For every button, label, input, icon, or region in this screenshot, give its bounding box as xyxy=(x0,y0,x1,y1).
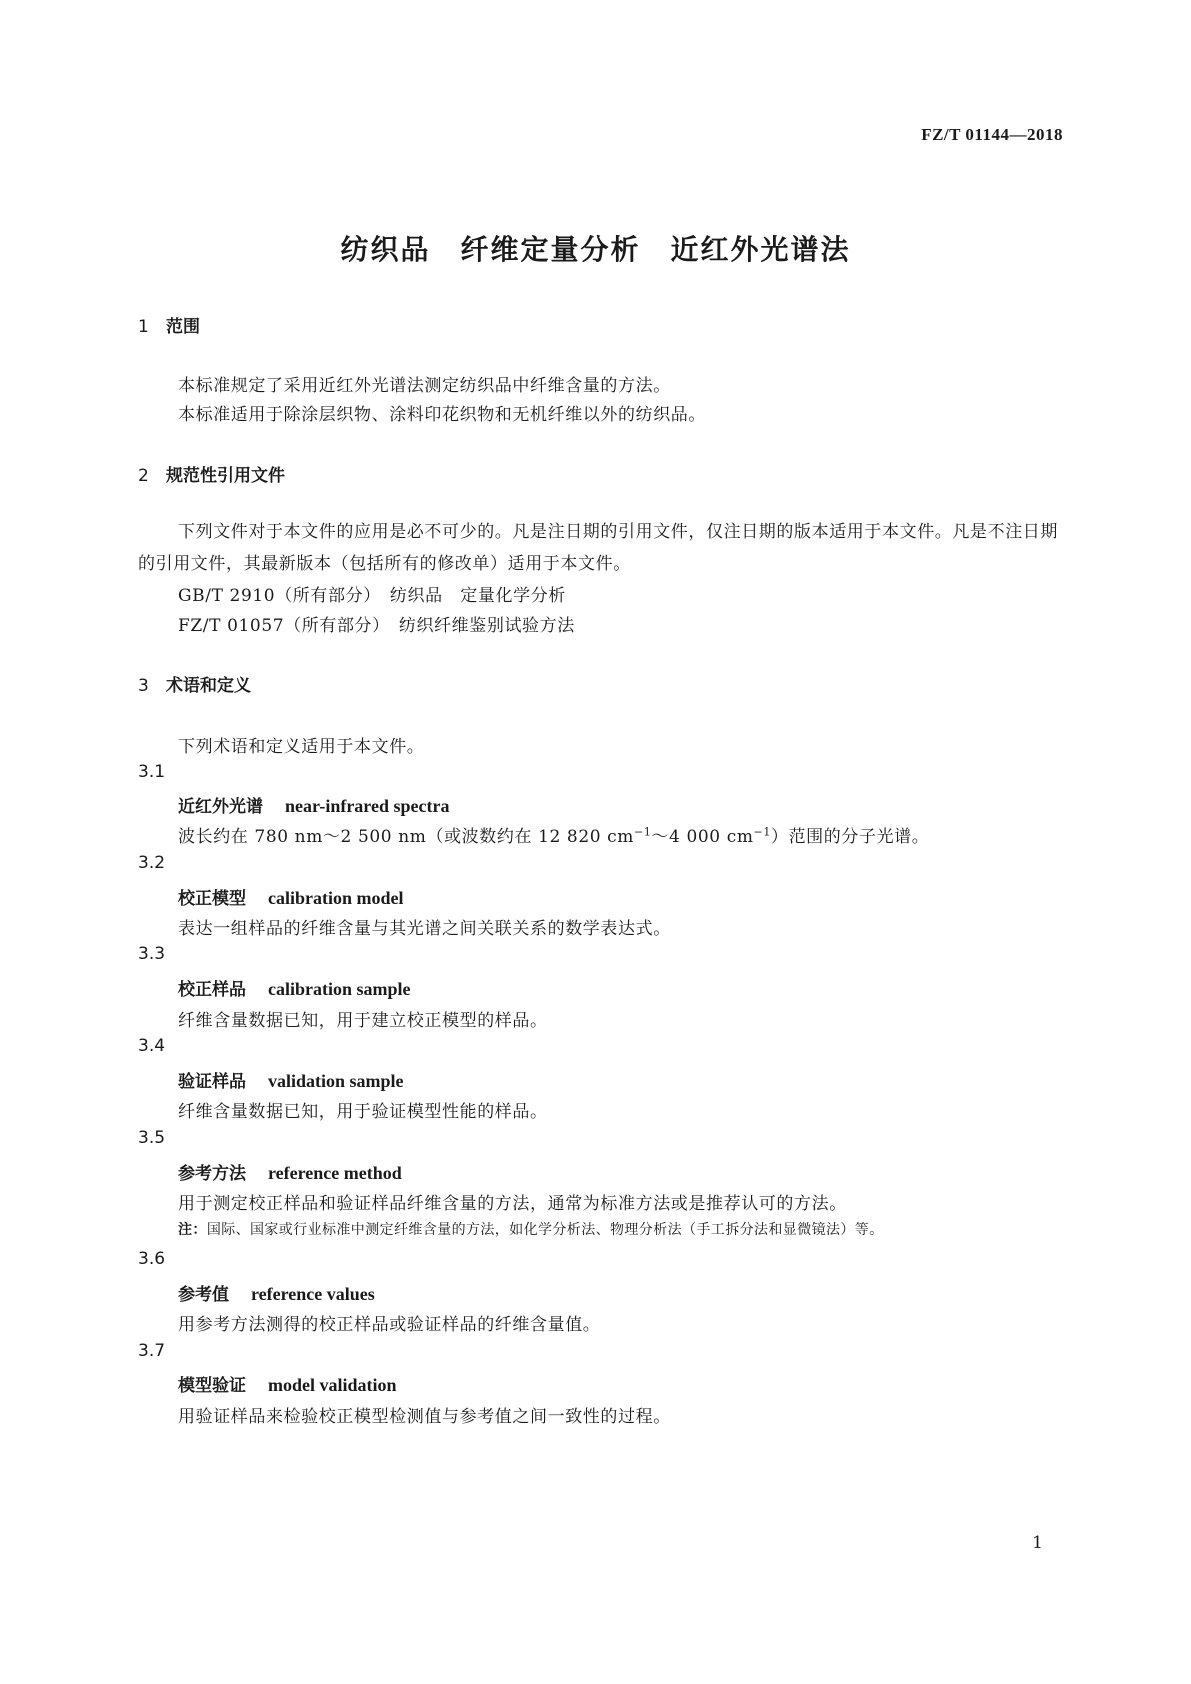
section-title: 范围 xyxy=(166,317,200,337)
paragraph: 下列术语和定义适用于本文件。 xyxy=(178,737,425,757)
definition-text: 波长约在 780 nm～2 500 nm（或波数约在 12 820 cm xyxy=(178,827,634,847)
term-chinese: 校正样品 xyxy=(178,980,246,1000)
term-definition: 用参考方法测得的校正样品或验证样品的纤维含量值。 xyxy=(178,1315,601,1335)
term-number: 3.5 xyxy=(138,1128,166,1148)
note-label: 注： xyxy=(178,1222,207,1238)
definition-text: ）范围的分子光谱。 xyxy=(770,827,930,847)
reference-item: GB/T 2910（所有部分） 纺织品 定量化学分析 xyxy=(178,586,566,606)
term-chinese: 校正模型 xyxy=(178,889,246,909)
section-number: 3 xyxy=(138,676,149,696)
term-number: 3.6 xyxy=(138,1249,166,1269)
section-number: 2 xyxy=(138,466,149,486)
term-definition: 纤维含量数据已知，用于验证模型性能的样品。 xyxy=(178,1102,548,1122)
paragraph: 本标准规定了采用近红外光谱法测定纺织品中纤维含量的方法。 xyxy=(178,376,671,396)
reference-item: FZ/T 01057（所有部分） 纺织纤维鉴别试验方法 xyxy=(178,616,575,636)
document-code: FZ/T 01144—2018 xyxy=(921,125,1063,144)
term-note xyxy=(178,1219,884,1239)
term-chinese: 验证样品 xyxy=(178,1072,246,1092)
section-2-heading xyxy=(138,461,285,486)
superscript: −1 xyxy=(753,825,771,839)
term-heading xyxy=(178,1371,397,1396)
term-number: 3.2 xyxy=(138,853,166,873)
term-definition: 用于测定校正样品和验证样品纤维含量的方法，通常为标准方法或是推荐认可的方法。 xyxy=(178,1194,847,1214)
term-english: calibration sample xyxy=(268,979,411,999)
section-title: 术语和定义 xyxy=(166,676,251,696)
paragraph: 下列文件对于本文件的应用是必不可少的。凡是注日期的引用文件，仅注日期的版本适用于本文件。凡是不注日期的引用文件，其最新版本（包括所有的修改单）适用于本文件。 xyxy=(138,522,1058,574)
term-definition: 用验证样品来检验校正模型检测值与参考值之间一致性的过程。 xyxy=(178,1407,671,1427)
term-english: calibration model xyxy=(268,888,404,908)
superscript: −1 xyxy=(634,825,652,839)
term-english: near-infrared spectra xyxy=(285,796,450,816)
term-heading xyxy=(178,975,411,1000)
term-chinese: 参考方法 xyxy=(178,1164,246,1184)
term-number: 3.3 xyxy=(138,944,166,964)
term-number: 3.1 xyxy=(138,762,166,782)
document-title: 纺织品 纤维定量分析 近红外光谱法 xyxy=(340,233,851,266)
section-3-heading xyxy=(138,671,251,696)
section-number: 1 xyxy=(138,317,149,337)
section-1-heading xyxy=(138,312,200,337)
section-title: 规范性引用文件 xyxy=(166,466,285,486)
term-heading xyxy=(178,884,404,909)
definition-text: ～4 000 cm xyxy=(651,827,754,847)
term-english: model validation xyxy=(268,1375,397,1395)
term-chinese: 模型验证 xyxy=(178,1376,246,1396)
term-chinese: 参考值 xyxy=(178,1285,229,1305)
term-heading xyxy=(178,1280,375,1305)
term-heading xyxy=(178,1159,402,1184)
term-chinese: 近红外光谱 xyxy=(178,797,263,817)
paragraph: 本标准适用于除涂层织物、涂料印花织物和无机纤维以外的纺织品。 xyxy=(178,405,706,425)
term-english: reference values xyxy=(251,1284,375,1304)
term-heading xyxy=(178,792,449,817)
term-heading xyxy=(178,1067,404,1092)
term-english: reference method xyxy=(268,1163,402,1183)
term-english: validation sample xyxy=(268,1071,404,1091)
page-number: 1 xyxy=(1032,1533,1043,1553)
term-definition xyxy=(178,822,929,847)
term-number: 3.4 xyxy=(138,1036,166,1056)
term-definition: 纤维含量数据已知，用于建立校正模型的样品。 xyxy=(178,1011,548,1031)
note-text: 国际、国家或行业标准中测定纤维含量的方法，如化学分析法、物理分析法（手工拆分法和显微镜法）等。 xyxy=(206,1222,884,1238)
term-number: 3.7 xyxy=(138,1341,166,1361)
term-definition: 表达一组样品的纤维含量与其光谱之间关联关系的数学表达式。 xyxy=(178,919,671,939)
